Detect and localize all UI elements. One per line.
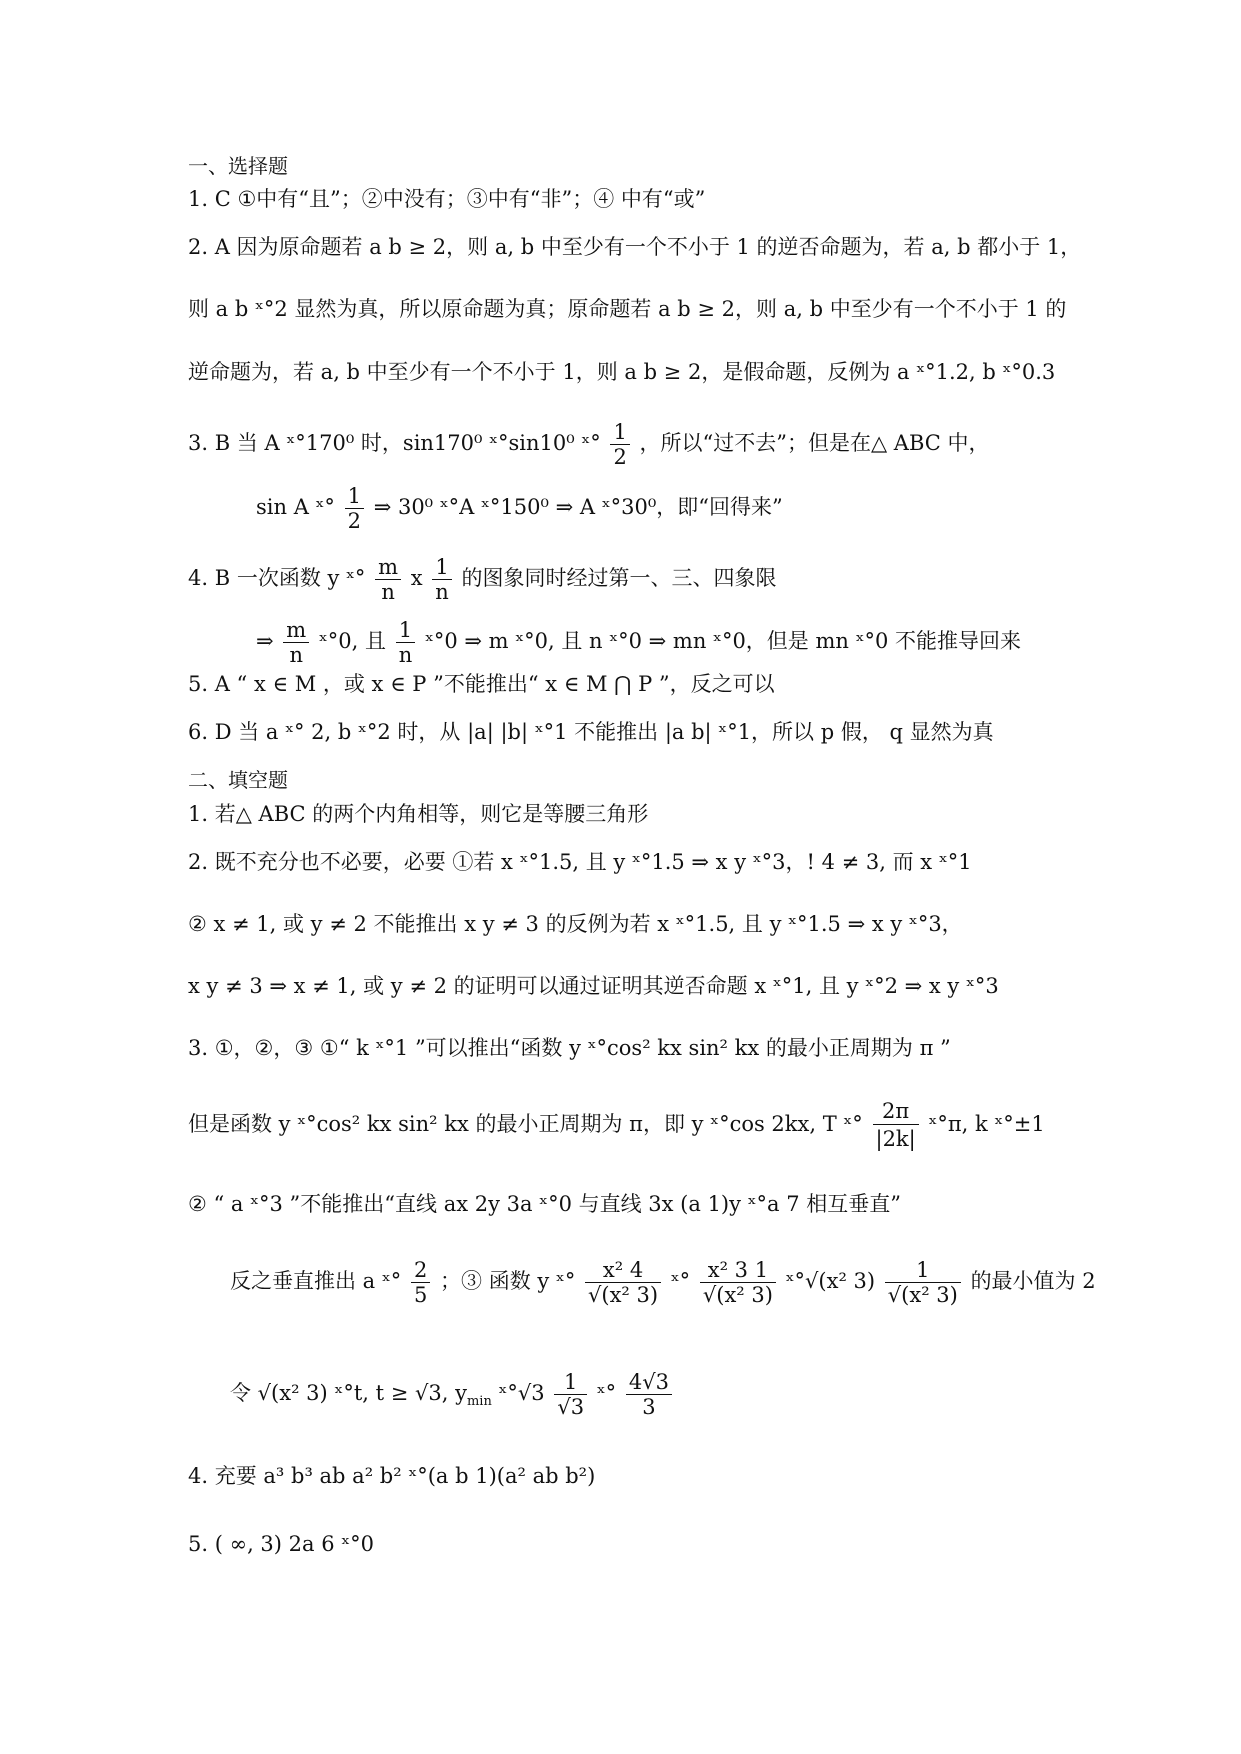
text: 的图象同时经过第一、三、四象限: [461, 566, 777, 590]
fraction: [585, 1258, 661, 1307]
numerator: x² 4: [585, 1258, 661, 1283]
numerator: 1: [554, 1370, 587, 1395]
fill-answer-3-line1: 3. ①，②，③ ①“ k ˣ°1 ”可以推出“函数 y ˣ°cos² kx sin² kx 的最小正周期为 π ”: [188, 1036, 951, 1060]
numerator: 4√3: [626, 1370, 672, 1395]
text: 的最小值为 2: [970, 1269, 1096, 1293]
fill-answer-4: 4. 充要 a³ b³ ab a² b² ˣ°(a b 1)(a² ab b²): [188, 1464, 596, 1488]
numerator: 1: [396, 618, 416, 643]
numerator: m: [283, 618, 309, 643]
numerator: 1: [432, 555, 452, 580]
text: ˣ°0, 且: [318, 629, 387, 653]
fraction: [626, 1370, 672, 1419]
choice-answer-4-line1: [188, 555, 776, 604]
denominator: 2: [613, 445, 627, 469]
choice-answer-2-line2: 则 a b ˣ°2 显然为真，所以原命题为真；原命题若 a b ≥ 2，则 a, b 中至少有一个不小于 1 的: [188, 297, 1067, 321]
text: 但是函数 y ˣ°cos² kx sin² kx 的最小正周期为 π，即 y ˣ°cos 2kx, T ˣ°: [188, 1112, 863, 1136]
denominator: √(x² 3): [887, 1283, 958, 1307]
fraction: [873, 1098, 919, 1153]
denominator: 3: [642, 1395, 656, 1419]
text: ˣ°: [596, 1381, 617, 1405]
text: 反之垂直推出 a ˣ°: [230, 1269, 402, 1293]
denominator: n: [398, 643, 413, 667]
denominator: √3: [557, 1395, 585, 1419]
fill-answer-2-line3: x y ≠ 3 ⇒ x ≠ 1, 或 y ≠ 2 的证明可以通过证明其逆否命题 x ˣ°1, 且 y ˣ°2 ⇒ x y ˣ°3: [188, 974, 999, 998]
fill-answer-2-line2: ② x ≠ 1, 或 y ≠ 2 不能推出 x y ≠ 3 的反例为若 x ˣ°1.5, 且 y ˣ°1.5 ⇒ x y ˣ°3，: [188, 912, 963, 936]
fill-answer-3-line2: [188, 1098, 1045, 1153]
fill-answer-3-line3: ② “ a ˣ°3 ”不能推出“直线 ax 2y 3a ˣ°0 与直线 3x (a 1)y ˣ°a 7 相互垂直”: [188, 1192, 902, 1216]
denominator: n: [435, 580, 449, 604]
numerator: 1: [610, 420, 629, 445]
denominator: |2k|: [875, 1127, 916, 1151]
choice-answer-4-line2: [256, 618, 1021, 667]
fraction: [432, 555, 452, 604]
fraction: [283, 618, 309, 667]
text: ˣ°: [670, 1269, 691, 1293]
fill-answer-5: 5. ( ∞, 3) 2a 6 ˣ°0: [188, 1532, 375, 1556]
denominator: n: [381, 580, 395, 604]
choice-answer-6: 6. D 当 a ˣ° 2, b ˣ°2 时，从 |a| |b| ˣ°1 不能推出 |a b| ˣ°1，所以 p 假， q 显然为真: [188, 720, 994, 744]
fraction: [610, 420, 629, 469]
fraction: [411, 1258, 430, 1307]
choice-answer-3-line1: [188, 420, 990, 469]
denominator: 2: [347, 509, 361, 533]
choice-answer-3-line2: [256, 484, 783, 533]
fill-answer-2-line1: 2. 既不充分也不必要，必要 ①若 x ˣ°1.5, 且 y ˣ°1.5 ⇒ x y ˣ°3，! 4 ≠ 3, 而 x ˣ°1: [188, 850, 972, 874]
fill-answer-1: 1. 若△ ABC 的两个内角相等，则它是等腰三角形: [188, 802, 649, 826]
text: x: [410, 566, 423, 590]
numerator: 1: [885, 1258, 961, 1283]
text: ˣ°π, k ˣ°±1: [928, 1112, 1045, 1136]
text: 令 √(x² 3) ˣ°t, t ≥ √3, y: [230, 1381, 467, 1405]
choice-answer-1: 1. C ①中有“且”；②中没有；③中有“非”；④ 中有“或”: [188, 187, 706, 211]
numerator: x² 3 1: [700, 1258, 776, 1283]
text: ⇒: [256, 629, 274, 653]
numerator: m: [375, 555, 401, 580]
subscript: min: [466, 1394, 492, 1410]
section-heading-fill: 二、填空题: [188, 768, 288, 792]
text: ⇒ 30⁰ ˣ°A ˣ°150⁰ ⇒ A ˣ°30⁰，即“回得来”: [373, 495, 783, 519]
fraction: [885, 1258, 961, 1307]
text: 3. B 当 A ˣ°170⁰ 时，sin170⁰ ˣ°sin10⁰ ˣ°: [188, 431, 601, 455]
denominator: √(x² 3): [702, 1283, 773, 1307]
choice-answer-2-line1: 2. A 因为原命题若 a b ≥ 2，则 a, b 中至少有一个不小于 1 的逆否命题为，若 a, b 都小于 1，: [188, 235, 1082, 259]
text: ˣ°0 ⇒ m ˣ°0, 且 n ˣ°0 ⇒ mn ˣ°0，但是 mn ˣ°0 不能推导回来: [424, 629, 1022, 653]
section-heading-choice: 一、选择题: [188, 154, 288, 178]
choice-answer-2-line3: 逆命题为，若 a, b 中至少有一个不小于 1，则 a b ≥ 2，是假命题，反例为 a ˣ°1.2, b ˣ°0.3: [188, 360, 1056, 384]
fraction: [554, 1370, 587, 1419]
numerator: 2: [411, 1258, 430, 1283]
numerator: 1: [345, 484, 364, 509]
denominator: n: [289, 643, 304, 667]
denominator: √(x² 3): [588, 1283, 659, 1307]
fill-answer-3-line5: [230, 1370, 675, 1419]
numerator: 2π: [873, 1098, 919, 1125]
text: ；③ 函数 y ˣ°: [440, 1269, 576, 1293]
fraction: [375, 555, 401, 604]
text: sin A ˣ°: [256, 495, 335, 519]
fraction: [700, 1258, 776, 1307]
text: ，所以“过不去”；但是在△ ABC 中，: [639, 431, 990, 455]
text: 4. B 一次函数 y ˣ°: [188, 566, 366, 590]
choice-answer-5: 5. A “ x ∈ M ，或 x ∈ P ”不能推出“ x ∈ M ⋂ P ”，反之可以: [188, 672, 775, 696]
text: ˣ°√(x² 3): [785, 1269, 876, 1293]
denominator: 5: [413, 1283, 428, 1307]
text: ˣ°√3: [498, 1381, 545, 1405]
fill-answer-3-line4: [230, 1258, 1096, 1307]
fraction: [345, 484, 364, 533]
fraction: [396, 618, 416, 667]
